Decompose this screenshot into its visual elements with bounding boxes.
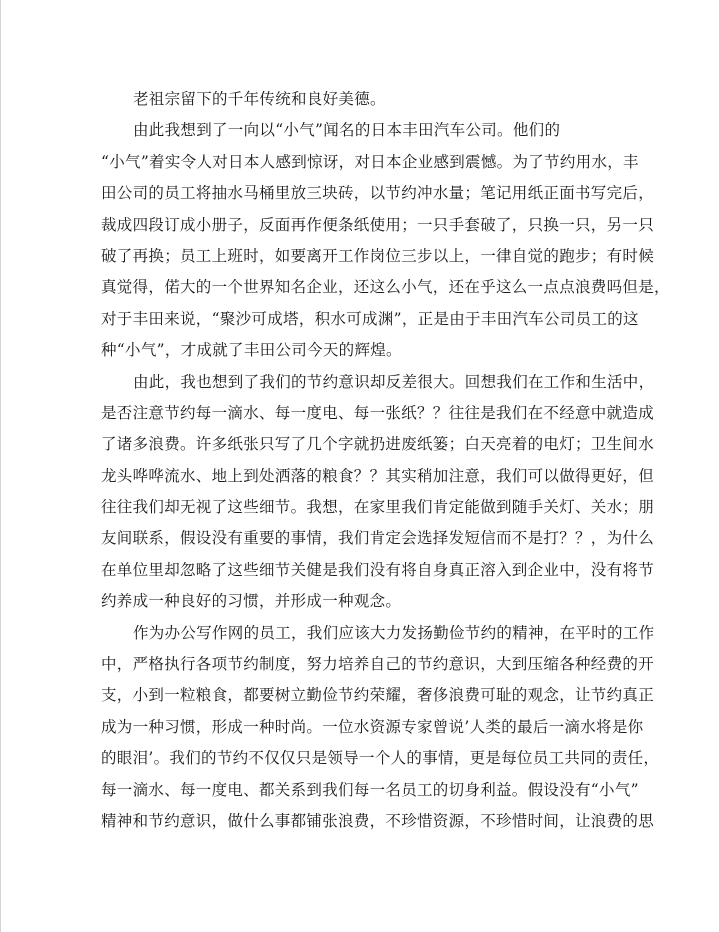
text-line: 老祖宗留下的千年传统和良好美德。	[133, 90, 386, 108]
text-line: “小气”着实令人对日本人感到惊讶，对日本企业感到震憾。为了节约用水，丰	[101, 152, 639, 171]
text-line: 作为办公写作网的员工，我们应该大力发扬勤俭节约的精神，在平时的工作	[133, 623, 655, 642]
text-line: 破了再换；员工上班时，如要离开工作岗位三步以上，一律自觉的跑步；有时候	[101, 246, 655, 265]
text-line: 往往我们却无视了这些细节。我想，在家里我们肯定能做到随手关灯、关水；朋	[101, 498, 655, 517]
text-line: 裁成四段订成小册子，反面再作便条纸使用；一只手套破了，只换一只，另一只	[101, 215, 655, 234]
text-line: 友间联系，假设没有重要的事情，我们肯定会选择发短信而不是打？？，为什么	[101, 529, 655, 548]
text-line: 是否注意节约每一滴水、每一度电、每一张纸？？往往是我们在不经意中就造成	[101, 403, 655, 422]
text-line: 成为一种习惯，形成一种时尚。一位水资源专家曾说’人类的最后一滴水将是你	[101, 717, 644, 736]
text-line: 真觉得，偌大的一个世界知名企业，还这么小气，还在乎这么一点点浪费吗但是，	[101, 278, 670, 297]
text-line: 龙头哗哗流水、地上到处洒落的粮食？？其实稍加注意，我们可以做得更好，但	[101, 466, 655, 485]
text-line: 了诸多浪费。许多纸张只写了几个字就扔进废纸篓；白天亮着的电灯；卫生间水	[101, 435, 655, 454]
text-line: 种“小气”，才成就了丰田公司今天的辉煌。	[101, 341, 402, 360]
text-line: 由此我想到了一向以“小气”闻名的日本丰田汽车公司。他们的	[133, 121, 561, 140]
text-line: 的眼泪’。我们的节约不仅仅只是领导一个人的事情，更是每位员工共同的责任，	[101, 749, 660, 768]
text-line: 约养成一种良好的习惯，并形成一种观念。	[101, 592, 402, 611]
text-line: 对于丰田来说，“聚沙可成塔，积水可成渊”，正是由于丰田汽车公司员工的这	[101, 309, 639, 328]
document-body	[101, 84, 670, 837]
text-line: 田公司的员工将抽水马桶里放三块砖，以节约冲水量；笔记用纸正面书写完后，	[101, 184, 655, 203]
text-line: 精神和节约意识，做什么事都铺张浪费，不珍惜资源，不珍惜时间，让浪费的思	[101, 811, 655, 830]
text-line: 每一滴水、每一度电、都关系到我们每一名员工的切身利益。假设没有“小气”	[101, 780, 639, 799]
text-line: 中，严格执行各项节约制度，努力培养自己的节约意识，大到压缩各种经费的开	[101, 655, 655, 674]
text-line: 在单位里却忽略了这些细节关健是我们没有将自身真正溶入到企业中，没有将节	[101, 560, 655, 579]
text-line: 支，小到一粒粮食，都要树立勤俭节约荣耀，奢侈浪费可耻的观念，让节约真正	[101, 686, 655, 705]
text-line: 由此，我也想到了我们的节约意识却反差很大。回想我们在工作和生活中，	[133, 372, 655, 391]
